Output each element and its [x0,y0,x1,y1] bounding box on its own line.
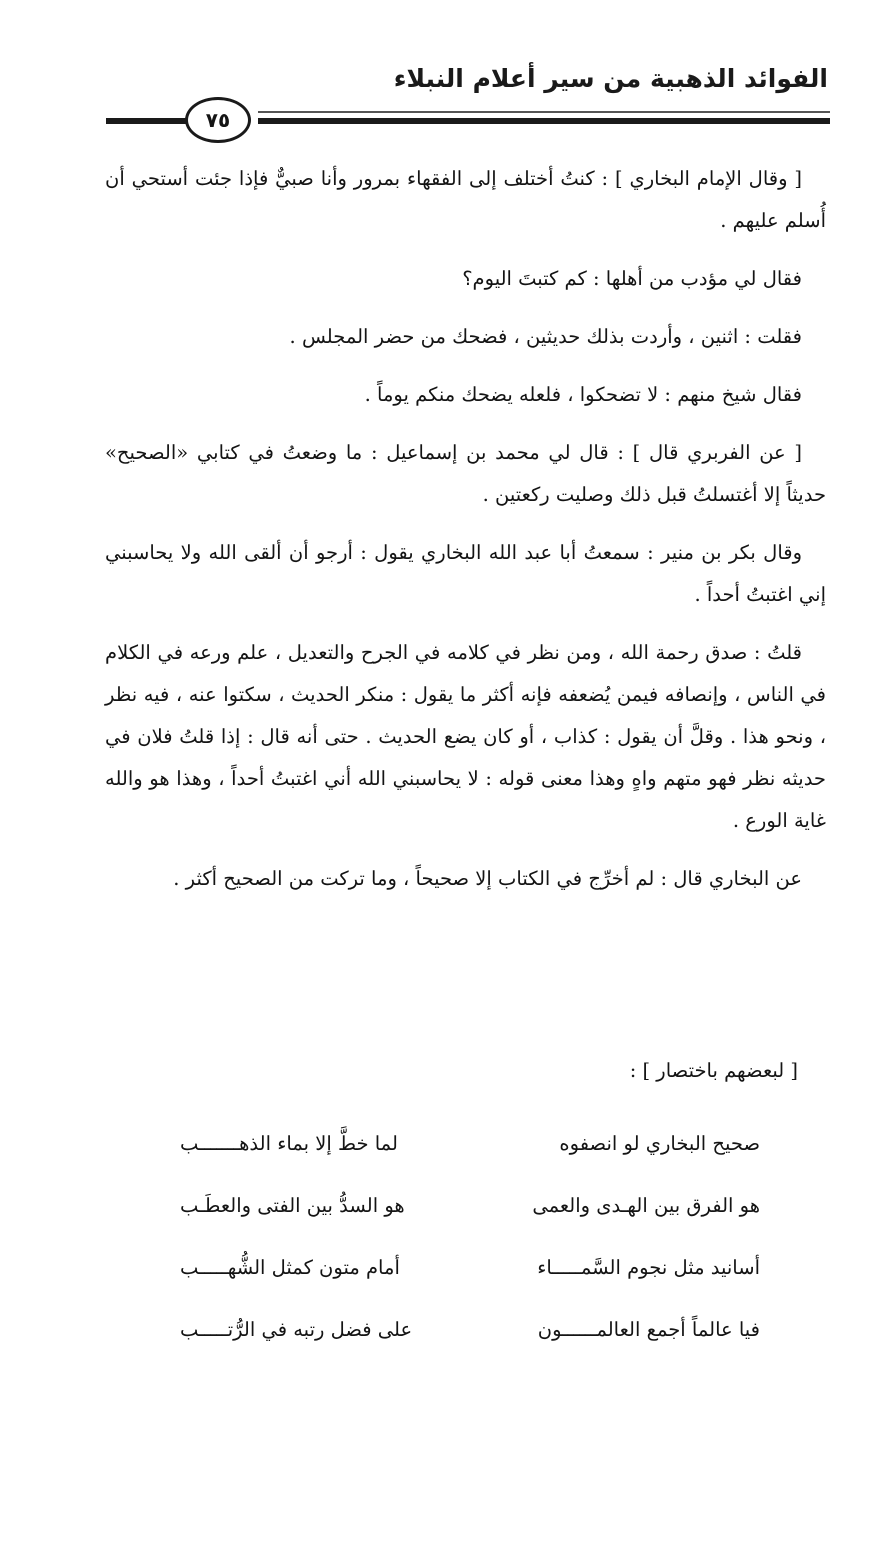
verse-second-hemistich: هو السدُّ بين الفتى والعطَـب [180,1193,405,1217]
poem-verse [180,1112,760,1174]
verse-first-hemistich: هو الفرق بين الهـدى والعمى [532,1193,760,1217]
verse-second-hemistich: لما خطَّ إلا بماء الذهـــــــب [180,1131,398,1155]
paragraph: [ عن الفربري قال ] : قال لي محمد بن إسماعيل : ما وضعتُ في كتابي «الصحيح» حديثاً إلا أغتسلتُ قبل ذلك وصليت ركعتين . [105,441,826,506]
poem-verse [180,1298,760,1360]
poem-verse [180,1236,760,1298]
page-number: ٧٥ [185,97,251,143]
paragraph: فقال لي مؤدب من أهلها : كم كتبتَ اليوم؟ [462,267,802,290]
header-rule-right [258,118,830,124]
poem [180,1112,760,1360]
paragraph: عن البخاري قال : لم أخرِّج في الكتاب إلا صحيحاً ، وما تركت من الصحيح أكثر . [173,867,802,890]
verse-first-hemistich: فيا عالماً أجمع العالمــــــون [537,1317,760,1341]
header-thin-rule [258,111,830,113]
verse-second-hemistich: على فضل رتبه في الرُّتـــــب [180,1317,413,1341]
paragraph: [ وقال الإمام البخاري ] : كنتُ أختلف إلى الفقهاء بمرور وأنا صبيٌّ فإذا جئت أستحي أن أُسلم عليهم . [105,167,826,232]
book-title: الفوائد الذهبية من سير أعلام النبلاء [393,64,828,93]
verse-first-hemistich: أسانيد مثل نجوم السَّمـــــاء [537,1255,760,1279]
body-text [105,158,826,916]
paragraph: فقلت : اثنين ، وأردت بذلك حديثين ، فضحك من حضر المجلس . [289,325,802,348]
poem-verse [180,1174,760,1236]
verse-second-hemistich: أمام متون كمثل الشُّهـــــب [180,1255,400,1279]
paragraph: قلتُ : صدق رحمة الله ، ومن نظر في كلامه في الجرح والتعديل ، علم ورعه في الكلام في الناس ، وإنصافه فيمن يُضعفه فإنه أكثر ما يقول : منكر الحديث ، سكتوا عنه ، فيه نظر ، ونحو هذا . وقلَّ أن يقول : كذاب ، أو كان يضع الحديث . حتى أنه قال : إذا قلتُ فلان في حديثه نظر فهو متهم واهٍ وهذا معنى قوله : لا يحاسبني الله أني اغتبتُ أحداً ، وهذا هو والله غاية الورع . [105,641,826,832]
verse-first-hemistich: صحيح البخاري لو انصفوه [559,1131,760,1155]
paragraph: وقال بكر بن منير : سمعتُ أبا عبد الله البخاري يقول : أرجو أن ألقى الله ولا يحاسبني إني اغتبتُ أحداً . [105,541,826,606]
header-rule-left [106,118,186,124]
poem-intro: [ لبعضهم باختصار ] : [629,1059,798,1082]
paragraph: فقال شيخ منهم : لا تضحكوا ، فلعله يضحك منكم يوماً . [364,383,802,406]
